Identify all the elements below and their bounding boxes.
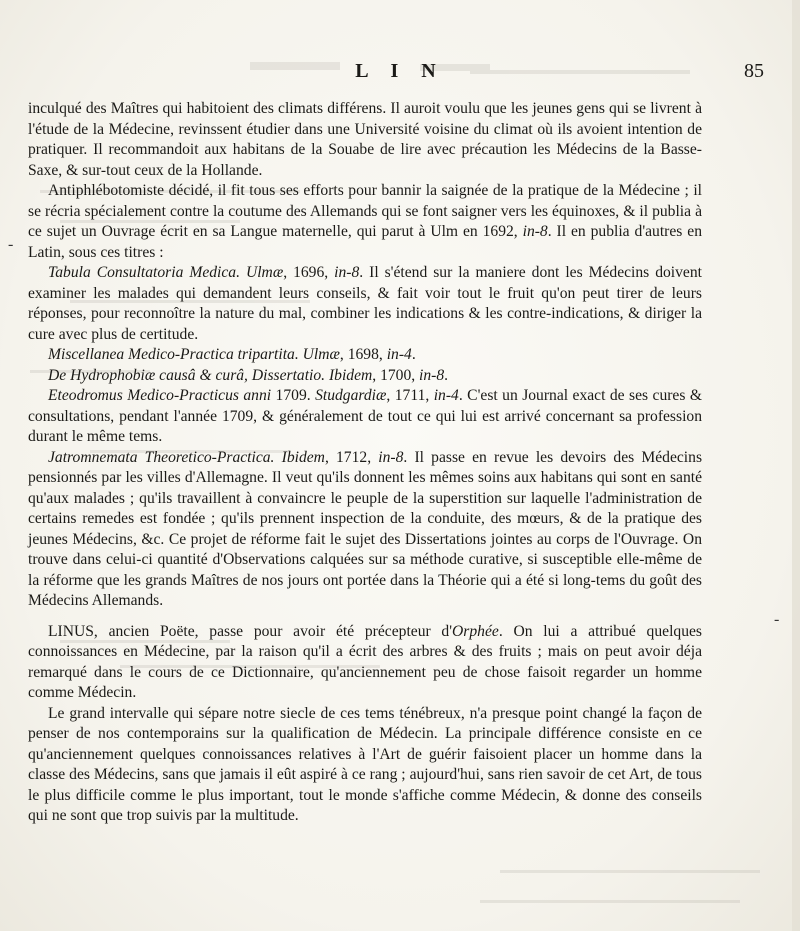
italic-text: in-4 bbox=[386, 346, 412, 363]
text-run: , 1700, bbox=[372, 366, 420, 384]
italic-text: in-8 bbox=[522, 223, 548, 240]
text-run: . bbox=[444, 366, 449, 384]
italic-text: in-8 bbox=[419, 366, 445, 384]
bibliography-entry bbox=[28, 345, 702, 366]
italic-text: in-8 bbox=[378, 448, 404, 466]
paragraph bbox=[28, 99, 702, 181]
text-run: inculqué des Maîtres qui habitoient des climats différens. Il auroit voulu que les jeunes gens qui se livrent à l'étude de la Médecine, revinssent étudier dans une Université voisine du climat où ils avoient intention de pratiquer. Il recommandoit aux habitans de la Souabe de lire avec précaution les Médecins de la Basse-Saxe, & sur-tout ceux de la Hollande. bbox=[28, 100, 702, 179]
italic-text: Tabula Consultatoria Medica. Ulmæ bbox=[48, 264, 284, 281]
text-run: Le grand intervalle qui sépare notre siecle de ces tems ténébreux, n'a presque point changé la façon de penser de nos contemporains sur la qualification de Médecin. La principale différence consiste en ce qu'anciennement quelques connoissances relatives à l'Art de guérir faisoient placer un homme dans la classe des Médecins, sans que jamais il eût aspiré à ce rang ; aujourd'hui, sans rien savoir de cet Art, de tous le plus difficile comme le plus important, tout le monde s'affiche comme Médecin, & donne des conseils qui ne sont que trop suivis par la multitude. bbox=[28, 704, 702, 824]
text-run: LINUS, ancien Poëte, passe pour avoir été précepteur d' bbox=[48, 622, 453, 640]
text-run: . C'est un Journal exact de ses cures & consultations, pendant l'année 1709, & généralement de tout ce qui lui est arrivé concernant sa profession durant le même tems. bbox=[28, 387, 702, 445]
bibliography-entry bbox=[28, 366, 702, 387]
bibliography-entry bbox=[28, 448, 702, 612]
paragraph bbox=[28, 181, 702, 263]
text-run: . bbox=[411, 346, 416, 363]
italic-text: De Hydrophobiæ causâ & curâ, Dissertatio. Ibidem bbox=[48, 366, 373, 384]
italic-text: Jatromnemata Theoretico-Practica. Ibidem bbox=[48, 448, 325, 466]
italic-text: Miscellanea Medico-Practica tripartita. Ulmæ bbox=[48, 346, 340, 363]
text-run: , 1696, bbox=[283, 264, 335, 281]
margin-mark: - bbox=[774, 611, 780, 628]
text-run: . Il passe en revue les devoirs des Médecins pensionnés par les villes d'Allemagne. Il veut qu'ils donnent les mêmes soins aux habitans qui sont en santé qu'aux malades ; qu'ils travaillent à convaincre le peuple de la superstition sur laquelle l'administration de certains remedes est fondée ; qu'ils prennent inspection de la conduite, des mœurs, & de la pratique des jeunes Médecins, &c. Ce projet de réforme fait le sujet des Dissertations jointes au corps de l'Ouvrage. On trouve dans celui-ci quantité d'Observations calquées sur sa méthode curative, si susceptible elle-même de la réforme que les grands Maîtres de nos jours ont portée dans la Théorie qui a été si long-tems du goût des Médecins Allemands. bbox=[28, 448, 703, 609]
dictionary-entry-linus bbox=[28, 622, 702, 704]
italic-text: in-4 bbox=[433, 387, 459, 404]
text-run: . Il en publia d'autres en Latin, sous ces titres : bbox=[28, 223, 702, 261]
text-run: . On lui a attribué quelques connoissances en Médecine, par la raison qu'il a écrit des arbres & des fruits ; mais on peut avoir déja remarqué dans le cours de ce Dictionnaire, qu'anciennement peu de chose faisoit regarder un homme comme Médecin. bbox=[28, 622, 702, 701]
text-run: Antiphlébotomiste décidé, il fit tous ses efforts pour bannir la saignée de la pratique de la Médecine ; il se récria spécialement contre la coutume des Allemands qui se font saigner vers les équinoxes, & il publia à ce sujet un Ouvrage écrit en sa Langue maternelle, qui parut à Ulm en 1692, bbox=[28, 182, 702, 240]
margin-mark: - bbox=[8, 236, 14, 253]
body-text bbox=[28, 99, 702, 827]
text-run: . Il s'étend sur la maniere dont les Médecins doivent examiner les malades qui demandent leurs conseils, & fait voir tout le fruit qu'on peut tirer de leurs réponses, pour reconnoître la nature du mal, combiner les indications & les contre-indications, & diriger la cure avec plus de certitude. bbox=[28, 264, 702, 343]
bibliography-entry bbox=[28, 263, 702, 345]
italic-text: in-8 bbox=[334, 264, 360, 281]
page-number: 85 bbox=[744, 60, 764, 82]
italic-text: Eteodromus Medico-Practicus anni bbox=[48, 387, 272, 404]
bibliography-entry bbox=[28, 386, 702, 448]
paragraph bbox=[28, 704, 702, 827]
page-header bbox=[30, 58, 770, 88]
italic-text: Orphée bbox=[452, 622, 499, 640]
text-run: , 1698, bbox=[339, 346, 387, 363]
text-run: , 1712, bbox=[324, 448, 379, 466]
italic-text: Studgardiæ bbox=[315, 387, 387, 404]
running-head: L I N bbox=[355, 60, 445, 82]
text-run: , 1711, bbox=[386, 387, 434, 404]
text-run: 1709. bbox=[271, 387, 316, 404]
